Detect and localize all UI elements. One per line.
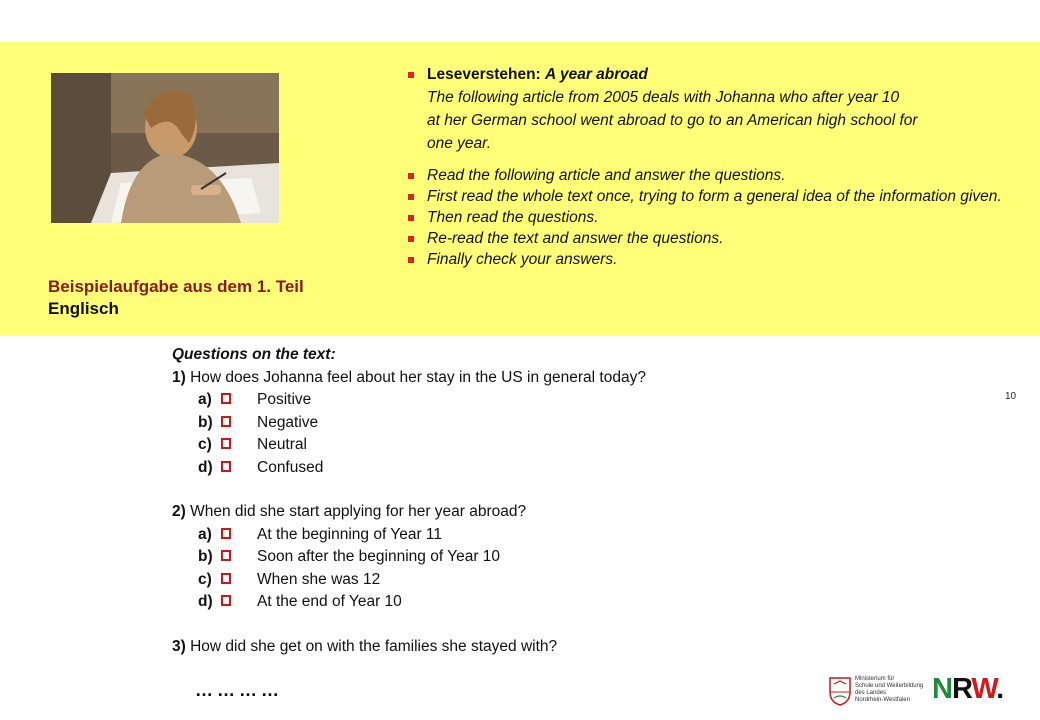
option-text: When she was 12 (257, 570, 381, 588)
checkbox-icon[interactable] (221, 573, 231, 584)
option-text: At the beginning of Year 11 (257, 525, 443, 543)
option-letter: b) (198, 413, 213, 431)
checkbox-icon[interactable] (221, 595, 231, 606)
heading-label: Leseverstehen: (427, 66, 546, 83)
intro-description (408, 86, 1024, 155)
question-3 (172, 636, 792, 659)
option-text: Neutral (257, 436, 307, 453)
subtitle-line-1: Beispielaufgabe aus dem 1. Teil (48, 277, 304, 296)
checkbox-icon[interactable] (221, 550, 231, 561)
description-line: one year. (427, 135, 492, 152)
option-text: Soon after the beginning of Year 10 (257, 548, 501, 565)
heading-title: A year abroad (545, 66, 648, 83)
intro-block (408, 64, 1024, 270)
nrw-letter-n: N (932, 673, 952, 705)
instruction-item: Finally check your answers. (408, 249, 1024, 270)
option-text: Confused (257, 458, 324, 476)
question-2 (172, 501, 792, 524)
subtitle-line-2: Englisch (48, 299, 119, 318)
question-1 (172, 367, 792, 390)
option-text: At the end of Year 10 (257, 593, 402, 610)
intro-heading (408, 64, 1024, 86)
option-letter: d) (198, 458, 213, 476)
answer-option (172, 591, 792, 614)
description-line: at her German school went abroad to go to an American high school for (427, 112, 918, 129)
ministry-line: des Landes (855, 690, 887, 696)
option-text: Negative (257, 413, 319, 431)
question-text: When did she start applying for her year abroad? (190, 503, 527, 520)
spacer (172, 479, 792, 501)
answer-option (172, 546, 792, 569)
ministry-line: Nordrhein-Westfalen (855, 697, 910, 703)
checkbox-icon[interactable] (221, 416, 231, 427)
answer-option (172, 569, 792, 592)
answer-option (172, 389, 792, 412)
option-letter: b) (198, 548, 213, 565)
questions-heading: Questions on the text: (172, 346, 336, 363)
option-letter: c) (198, 436, 212, 453)
questions-section (172, 344, 792, 658)
instruction-item: Re-read the text and answer the questions. (408, 228, 1024, 249)
ministry-line: Ministerium für (855, 676, 895, 682)
ministry-line: Schule und Weiterbildung (855, 683, 924, 689)
checkbox-icon[interactable] (221, 438, 231, 449)
student-writing-photo (51, 73, 279, 223)
instruction-item: First read the whole text once, trying to form a general idea of the information given. (408, 186, 1024, 207)
option-letter: d) (198, 593, 213, 610)
question-number: 2) (172, 503, 186, 520)
exam-subtitle (48, 276, 304, 320)
question-number: 1) (172, 368, 186, 386)
answer-option (172, 457, 792, 480)
description-line: The following article from 2005 deals with Johanna who after year 10 (427, 89, 900, 106)
option-letter: c) (198, 570, 212, 588)
checkbox-icon[interactable] (221, 461, 231, 472)
answer-option (172, 524, 792, 547)
option-letter: a) (198, 391, 212, 408)
ministry-label (855, 676, 925, 704)
checkbox-icon[interactable] (221, 393, 231, 404)
question-number: 3) (172, 637, 186, 655)
nrw-wordmark (932, 672, 1003, 706)
nrw-letter-w: W (971, 673, 997, 705)
continuation-ellipsis: ………… (195, 680, 283, 700)
page-number: 10 (1005, 391, 1017, 402)
checkbox-icon[interactable] (221, 528, 231, 539)
option-text: Positive (257, 391, 312, 408)
spacer (172, 614, 792, 636)
instruction-list (408, 165, 1024, 270)
nrw-letter-r: R (951, 673, 972, 705)
answer-option (172, 434, 792, 457)
nrw-dot: . (996, 673, 1004, 705)
question-text: How did she get on with the families she stayed with? (190, 637, 558, 655)
instruction-item: Read the following article and answer the questions. (408, 165, 1024, 186)
instruction-item: Then read the questions. (408, 207, 1024, 228)
answer-option (172, 412, 792, 435)
coat-of-arms-icon (828, 676, 852, 706)
option-letter: a) (198, 525, 212, 543)
question-text: How does Johanna feel about her stay in the US in general today? (190, 368, 646, 386)
